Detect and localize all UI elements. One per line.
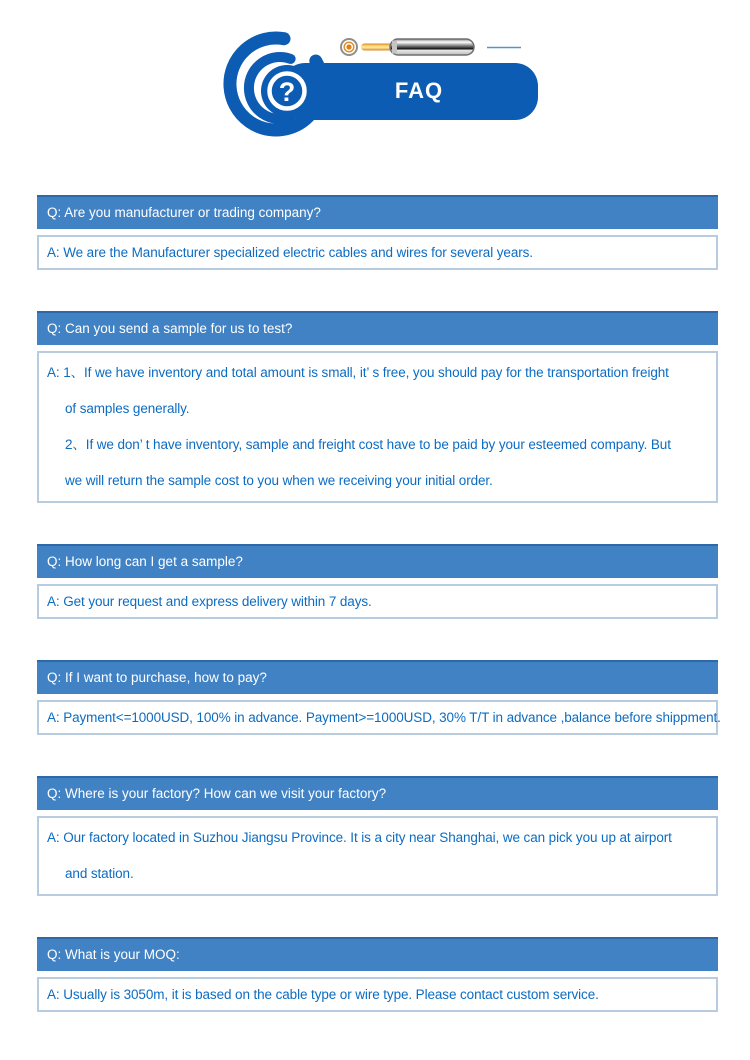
answer-line: A: Our factory located in Suzhou Jiangsu Province. It is a city near Shanghai, we can pick you up at airport <box>47 830 672 845</box>
question-bar: Q: Are you manufacturer or trading company? <box>37 195 718 229</box>
answer-line: A: Usually is 3050m, it is based on the cable type or wire type. Please contact custom service. <box>47 987 599 1002</box>
answer-line: 2、If we don’ t have inventory, sample and freight cost have to be paid by your esteemed company. But <box>65 437 671 452</box>
answer-box <box>37 584 718 619</box>
faq-item <box>37 311 718 503</box>
faq-header <box>0 0 750 195</box>
answer-box <box>37 700 721 735</box>
question-bar: Q: How long can I get a sample? <box>37 544 718 578</box>
answer-line: A: 1、If we have inventory and total amount is small, it’ s free, you should pay for the transportation freight <box>47 365 669 380</box>
svg-text:?: ? <box>278 77 296 107</box>
answer-line: we will return the sample cost to you when we receiving your initial order. <box>65 473 493 488</box>
question-bar: Q: Where is your factory? How can we visit your factory? <box>37 776 718 810</box>
faq-banner-title: FAQ <box>394 78 444 103</box>
answer-box <box>37 816 718 896</box>
wire-icon <box>341 39 521 55</box>
question-bar: Q: Can you send a sample for us to test? <box>37 311 718 345</box>
faq-item <box>37 776 718 896</box>
question-bar: Q: What is your MOQ: <box>37 937 718 971</box>
answer-box <box>37 235 718 270</box>
question-bar: Q: If I want to purchase, how to pay? <box>37 660 718 694</box>
answer-box <box>37 351 718 503</box>
answer-line: A: Payment<=1000USD, 100% in advance. Payment>=1000USD, 30% T/T in advance ,balance before shippment. <box>47 710 721 725</box>
faq-item <box>37 544 718 619</box>
answer-box <box>37 977 718 1012</box>
faq-item <box>37 195 718 270</box>
faq-item <box>37 660 721 735</box>
answer-line: A: Get your request and express delivery within 7 days. <box>47 594 372 609</box>
answer-line: A: We are the Manufacturer specialized electric cables and wires for several years. <box>47 245 533 260</box>
faq-item <box>37 937 718 1012</box>
answer-line: and station. <box>65 866 134 881</box>
answer-line: of samples generally. <box>65 401 190 416</box>
faq-list <box>37 195 721 1012</box>
